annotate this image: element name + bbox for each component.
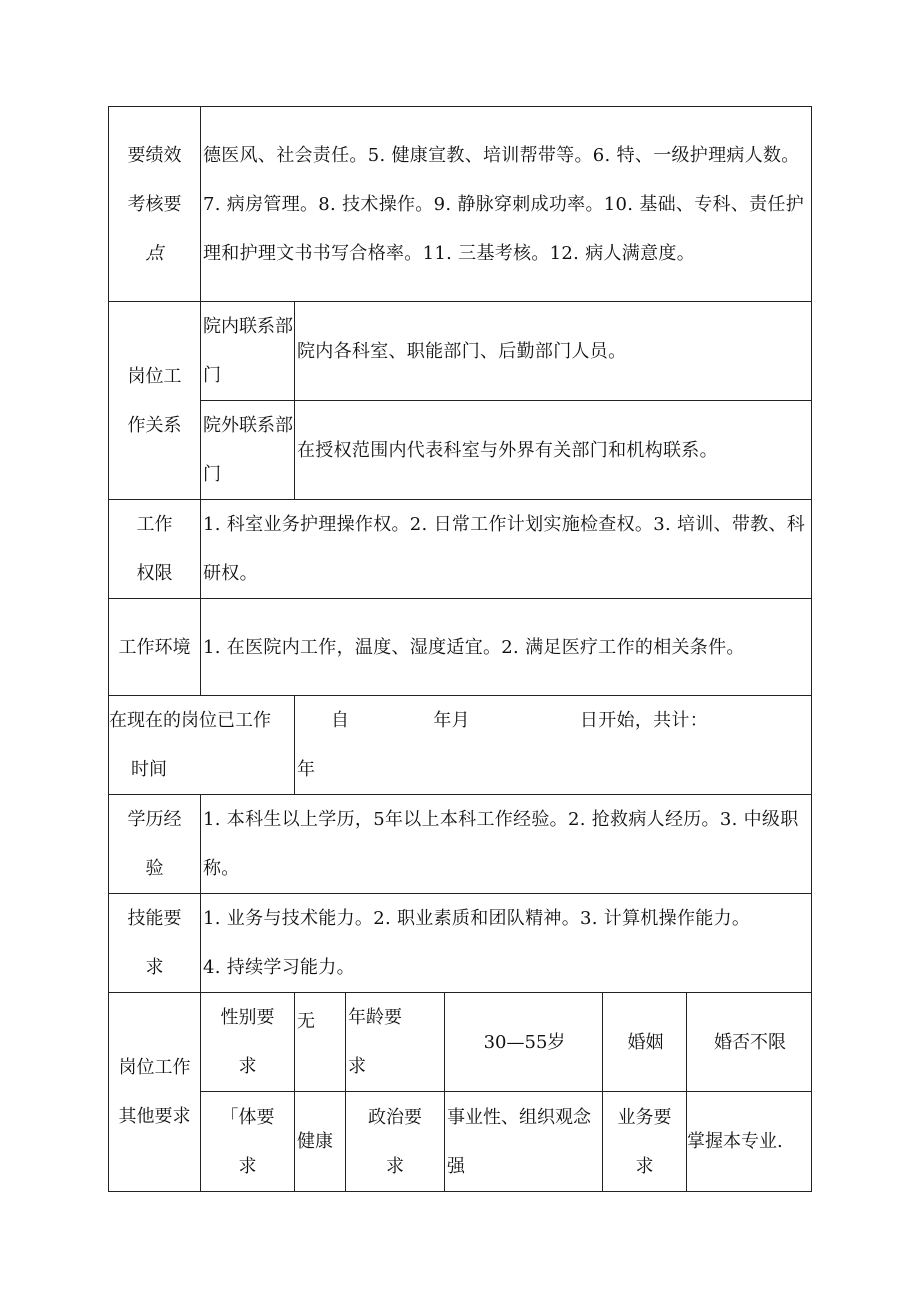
label-line: 在现在的岗位已工作 xyxy=(109,710,271,731)
label-line: 其他要求 xyxy=(118,1106,191,1127)
label-line: 学历经 xyxy=(127,809,182,830)
political-value: 事业性、组织观念强 xyxy=(445,1092,603,1192)
authority-text: 1. 科室业务护理操作权。2. 日常工作计划实施检查权。3. 培训、带教、科研权。 xyxy=(201,500,812,599)
work-time-day-start: 日开始，共计： xyxy=(579,710,709,731)
physical-value: 健康 xyxy=(295,1092,346,1192)
skills-row xyxy=(109,894,812,993)
work-time-years: 年 xyxy=(297,759,316,780)
internal-contact-label: 院内联系部门 xyxy=(201,302,295,401)
marriage-value: 婚否不限 xyxy=(687,993,812,1092)
external-contact-label: 院外联系部门 xyxy=(201,401,295,500)
label-line: 验 xyxy=(145,858,164,879)
education-row xyxy=(109,795,812,894)
gender-label: 性别要求 xyxy=(201,993,295,1092)
label-line: 要绩效 xyxy=(127,144,182,166)
label-line: 作关系 xyxy=(127,414,182,436)
label-line: 考核要 xyxy=(127,193,182,215)
job-description-table xyxy=(108,106,812,1192)
external-contact-value: 在授权范围内代表科室与外界有关部门和机构联系。 xyxy=(295,401,812,500)
work-time-value xyxy=(295,696,812,795)
performance-text: 德医风、社会责任。5. 健康宣教、培训帮带等。6. 特、一级护理病人数。7. 病房管理。8. 技术操作。9. 静脉穿刺成功率。10. 基础、专科、责任护理和护理文书书写合格率。11. 三基考核。12. 病人满意度。 xyxy=(201,107,812,302)
work-time-year-month: 年月 xyxy=(433,710,470,731)
label-line: 点 xyxy=(145,242,164,264)
skills-label xyxy=(109,894,201,993)
authority-label xyxy=(109,500,201,599)
other-label xyxy=(109,993,201,1192)
work-time-line-1 xyxy=(297,696,811,745)
relations-label xyxy=(109,302,201,500)
label-line: 技能要 xyxy=(127,908,182,929)
work-time-row xyxy=(109,696,812,795)
other-row-2 xyxy=(109,1092,812,1192)
label-line: 工作 xyxy=(136,514,173,535)
marriage-label: 婚姻 xyxy=(603,993,687,1092)
label-line: 时间 xyxy=(131,759,167,780)
other-row-1 xyxy=(109,993,812,1092)
relations-external-row xyxy=(109,401,812,500)
business-value: 掌握本专业. xyxy=(687,1092,812,1192)
performance-row xyxy=(109,107,812,302)
label-line: 岗位工作 xyxy=(118,1057,191,1078)
age-label: 年龄要求 xyxy=(346,993,445,1092)
business-label: 业务要求 xyxy=(603,1092,687,1192)
authority-row xyxy=(109,500,812,599)
age-value: 30—55岁 xyxy=(445,993,603,1092)
label-line: 权限 xyxy=(136,563,173,584)
performance-label xyxy=(109,107,201,302)
label-line: 求 xyxy=(145,957,164,978)
physical-label: 「体要求 xyxy=(201,1092,295,1192)
label-line: 岗位工 xyxy=(127,365,182,387)
work-time-from: 自 xyxy=(331,710,350,731)
education-label xyxy=(109,795,201,894)
skills-text: 1. 业务与技术能力。2. 职业素质和团队精神。3. 计算机操作能力。4. 持续学习能力。 xyxy=(201,894,812,993)
gender-value: 无 xyxy=(295,993,346,1092)
political-label: 政治要求 xyxy=(346,1092,445,1192)
education-text: 1. 本科生以上学历，5年以上本科工作经验。2. 抢救病人经历。3. 中级职称。 xyxy=(201,795,812,894)
internal-contact-value: 院内各科室、职能部门、后勤部门人员。 xyxy=(295,302,812,401)
environment-row xyxy=(109,599,812,696)
environment-label: 工作环境 xyxy=(109,599,201,696)
work-time-label xyxy=(109,696,295,795)
relations-internal-row xyxy=(109,302,812,401)
environment-text: 1. 在医院内工作，温度、湿度适宜。2. 满足医疗工作的相关条件。 xyxy=(201,599,812,696)
